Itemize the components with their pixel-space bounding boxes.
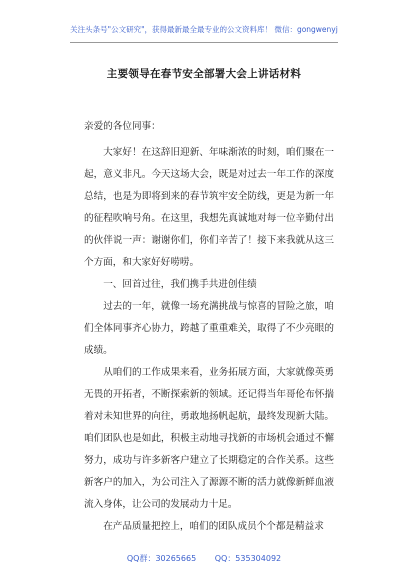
paragraph-past-year: 过去的一年，就像一场充满挑战与惊喜的冒险之旅，咱们全体同事齐心协力，跨越了重重难关，取得了不少亮眼的成绩。 (84, 301, 334, 356)
header-divider (70, 42, 338, 43)
paragraph-business-expansion: 从咱们的工作成果来看，业务拓展方面，大家就像英勇无畏的开拓者，不断探索新的领域。还记得当年哥伦布怀揣着对未知世界的向往，勇敢地扬帆起航，最终发现新大陆。咱们团队也是如此，积极主动地寻找新的市场机会通过不懈努力，成功与许多新客户建立了长期稳定的合作关系。这些新客户的加入，为公司注入了源源不断的活力就像新鲜血液流入身体，让公司的发展动力十足。 (84, 367, 334, 510)
footer-contact (0, 553, 408, 564)
greeting: 亲爱的各位同事： (84, 121, 161, 132)
document-body (84, 116, 334, 538)
footer-qq: QQ：535304092 (214, 554, 282, 563)
footer-qq-group: QQ群：30265665 (126, 554, 197, 563)
paragraph-opening: 大家好！在这辞旧迎新、年味渐浓的时刻，咱们聚在一起，意义非凡。今天这场大会，既是对过去一年工作的深度总结，也是为即将到来的春节筑牢安全防线，更是为新一年的征程吹响号角。在这里，我想先真诚地对每一位辛勤付出的伙伴说一声：谢谢你们，你们辛苦了！接下来我就从这三个方面，和大家好好唠唠。 (84, 147, 334, 268)
document-title: 主要领导在春节安全部署大会上讲话材料 (106, 68, 302, 80)
paragraph-quality-control: 在产品质量把控上，咱们的团队成员个个都是精益求 (103, 521, 324, 532)
section-heading-1: 一、回首过往，我们携手共进创佳绩 (103, 279, 257, 290)
header-promo-note: 关注头条号"公文研究"，获得最新最全最专业的公文资料库！ 微信：gongwenyj (70, 25, 338, 34)
